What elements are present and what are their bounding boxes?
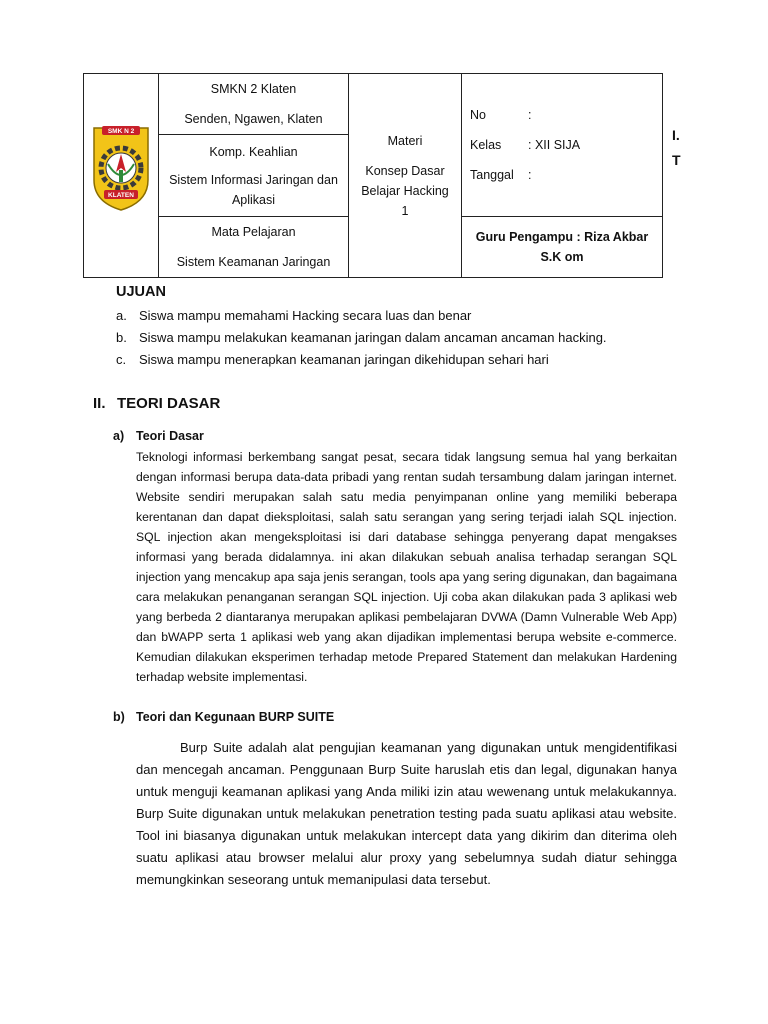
tanggal-label: Tanggal [470,168,514,182]
school-name: SMKN 2 Klaten [210,82,297,96]
subsection-marker: a) [113,429,125,443]
objectives-list [116,305,607,371]
materi-value: Konsep Dasar Belajar Hacking 1 [361,163,449,218]
school-cell [159,74,349,135]
list-text: Siswa mampu melakukan keamanan jaringan dalam ancaman ancaman hacking. [139,330,607,345]
side-mark-2: T [672,152,681,168]
tanggal-row [470,160,662,190]
mapel-cell [159,217,349,278]
list-text: Siswa mampu memahami Hacking secara luas dan benar [139,308,472,323]
subsection-a-paragraph: Teknologi informasi berkembang sangat pesat, secara tidak langsung semua hal yang berkaitan dengan informasi berupa data-data pribadi yang rentan sudah tersambung dalam jaringan internet. Website sendiri merupakan salah satu media penyimpanan online yang memiliki beberapa kerentanan dan dapat dieksploitasi, salah satu serangan yang sering terjadi ialah SQL injection. SQL injection akan mengeksploitasi isi dari database sehingga penyerang dapat mengakses informasi yang berada didalamnya. ini akan dilakukan sebuah analisa terhadap serangan SQL injection yang mencakup apa saja jenis serangan, tools apa yang sering digunakan, dan bagaimana cara melakukan penanganan serangan SQL injection. Uji coba akan dilakukan pada 3 aplikasi web yang berbeda 2 diantaranya merupakan aplikasi pembelajaran DVWA (Damn Vulnerable Web App) dan bWAPP serta 1 aplikasi web yang akan dijadikan implementasi berupa website e-commerce. Kemudian dilakukan eksperimen terhadap metode Prepared Statement dan melakukan Hardening terhadap website implementasi. [136,450,677,684]
materi-label: Materi [387,133,423,148]
mapel-value: Sistem Keamanan Jaringan [176,255,331,269]
subsection-a-heading [113,429,204,443]
objectives-title: UJUAN [116,284,166,300]
logo-top-text: SMK N 2 [107,128,135,135]
tanggal-value: : [528,168,532,182]
list-item [116,305,607,327]
logo-bottom-text: KLATEN [108,192,134,199]
mapel-label: Mata Pelajaran [211,225,296,239]
subsection-b-heading [113,710,334,724]
kelas-value: : XII SIJA [528,138,581,152]
list-text: Siswa mampu menerapkan keamanan jaringan dikehidupan sehari hari [139,352,549,367]
komp-label: Komp. Keahlian [209,144,298,159]
list-marker: b. [116,330,127,345]
list-item [116,349,607,371]
side-mark-1: I. [672,127,680,143]
list-marker: a. [116,308,127,323]
kelas-row [470,130,662,160]
section-heading [93,395,220,412]
school-logo [90,124,152,212]
subsection-title: Teori dan Kegunaan BURP SUITE [136,710,335,724]
list-marker: c. [116,352,127,367]
header-table [83,73,663,278]
info-cell [462,74,663,217]
list-item [116,327,607,349]
no-row [470,100,662,130]
subsection-b-paragraph: Burp Suite adalah alat pengujian keamanan yang digunakan untuk mengidentifikasi dan mencegah ancaman. Penggunaan Burp Suite haruslah etis dan legal, digunakan hanya untuk menguji keamanan aplikasi yang Anda miliki izin atau wewenang untuk melakukannya. Burp Suite digunakan untuk melakukan penetration testing pada suatu aplikasi atau website. Tool ini biasanya digunakan untuk melakukan intercept data yang dikirim dan diterima oleh suatu aplikasi atau browser melalui alur proxy yang sebelumnya sudah diatur sehingga memungkinkan seseorang untuk memanipulasi data tersebut. [136,740,677,887]
subsection-marker: b) [113,710,125,724]
no-value: : [528,108,532,122]
materi-cell [349,74,462,278]
no-label: No [470,108,486,122]
komp-value: Sistem Informasi Jaringan dan Aplikasi [169,172,338,207]
section-number: II. [93,395,106,412]
section-title: TEORI DASAR [117,395,221,412]
guru-text: Guru Pengampu : Riza Akbar S.K om [475,230,649,264]
subsection-title: Teori Dasar [136,429,204,443]
school-address: Senden, Ngawen, Klaten [184,112,323,126]
kelas-label: Kelas [470,138,502,152]
guru-cell [462,217,663,278]
komp-cell [159,135,349,217]
